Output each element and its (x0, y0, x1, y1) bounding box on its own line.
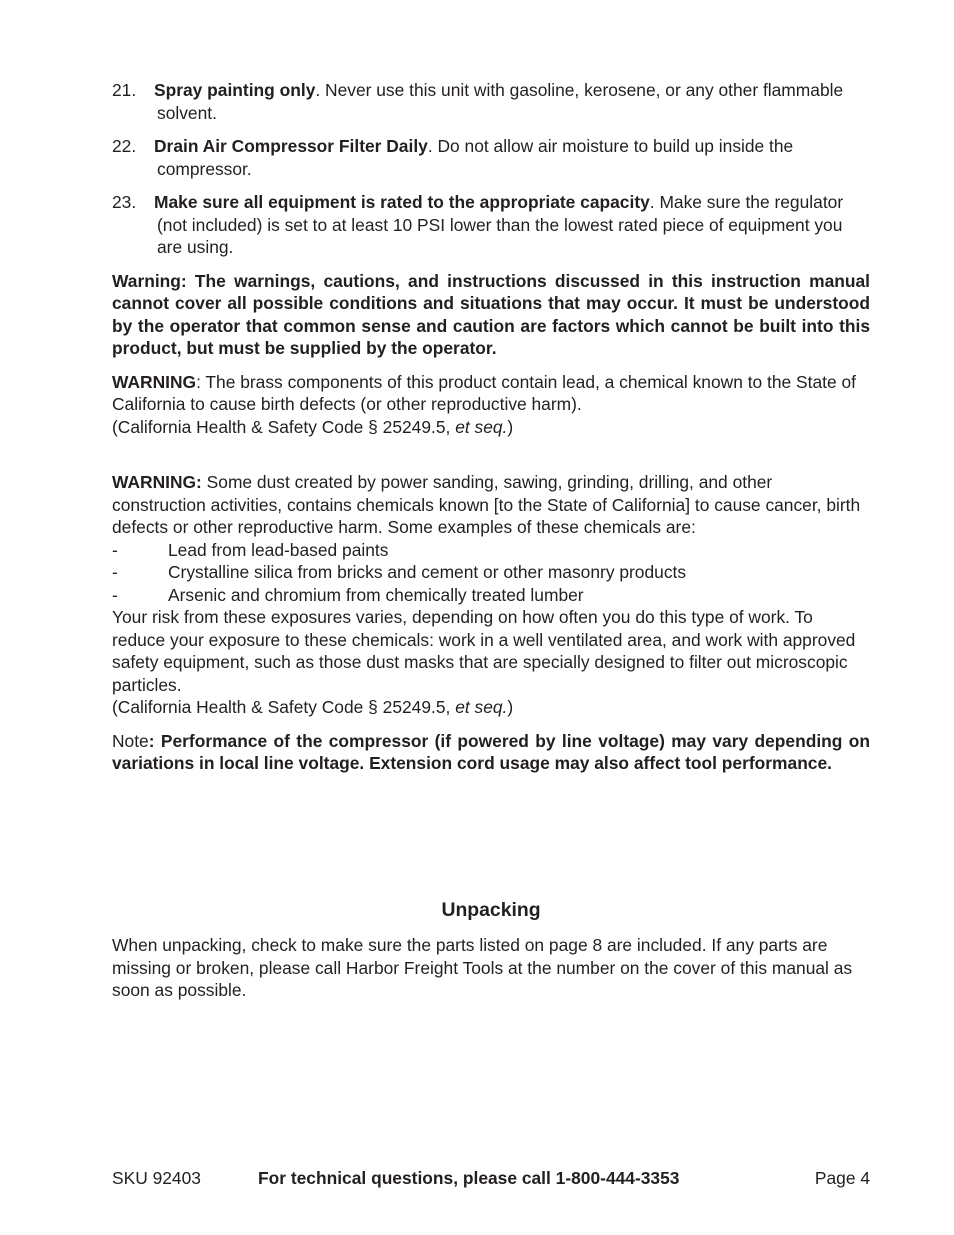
list-item (112, 539, 870, 562)
page-body (112, 79, 870, 786)
bullet-dash: - (112, 584, 118, 605)
item-text: . Do not allow air moisture to build up inside the compressor. (157, 136, 794, 179)
bullet-text: Arsenic and chromium from chemically treated lumber (168, 584, 584, 605)
risk-text: Your risk from these exposures varies, depending on how often you do this type of work. To reduce your exposure to these chemicals: work in a well ventilated area, and work with approved safety equipment, such as those dust masks that are specially designed to filter out microscopic particles. (112, 607, 856, 695)
lead-warning (112, 371, 870, 439)
list-item (112, 561, 870, 584)
footer-phone-line: For technical questions, please call 1-800-444-3353 (258, 1168, 680, 1188)
spacer (112, 449, 870, 471)
lead-warning-code-suffix: ) (507, 416, 514, 437)
dust-warning-code-prefix: (California Health & Safety Code § 25249.5, (112, 697, 456, 717)
item-text: . Make sure the regulator (not included) is set to at least 10 PSI lower than the lowest rated piece of equipment you are using. (157, 192, 844, 257)
lead-warning-label: WARNING (112, 371, 197, 392)
note-text: : Performance of the compressor (if powered by line voltage) may vary depending on variations in local line voltage. Extension cord usage may also affect tool performance. (112, 730, 870, 773)
footer-sku: SKU 92403 (112, 1168, 201, 1188)
item-number: 21. (112, 80, 137, 100)
item-number: 22. (112, 136, 137, 156)
item-lead-in: Drain Air Compressor Filter Daily (154, 136, 428, 156)
unpacking-text: When unpacking, check to make sure the parts listed on page 8 are included. If any parts are missing or broken, please call Harbor Freight Tools at the number on the cover of this manual as soon as possible. (112, 935, 853, 1000)
dust-warning-code-italic: et seq. (455, 697, 508, 717)
general-warning: Warning: The warnings, cautions, and instructions discussed in this instruction manual cannot cover all possible conditions and situations that may occur. It must be understood by the operator that common sense and caution are factors which cannot be built into this product, but must be supplied by the operator. (112, 270, 870, 358)
bullet-dash: - (112, 562, 118, 582)
bullet-dash: - (112, 539, 118, 560)
bullet-text: Lead from lead-based paints (168, 539, 389, 560)
item-lead-in: Make sure all equipment is rated to the appropriate capacity (154, 192, 650, 212)
safety-item-22 (112, 135, 870, 180)
safety-item-21 (112, 79, 870, 124)
page-footer (112, 1167, 870, 1191)
lead-warning-code-prefix: (California Health & Safety Code § 25249.5, (112, 416, 456, 437)
dust-warning-text: Some dust created by power sanding, sawing, grinding, drilling, and other construction activities, contains chemicals known [to the State of California] to cause cancer, birth defects or other reproductive harm. Some examples of these chemicals are: (112, 472, 861, 537)
bullet-text: Crystalline silica from bricks and cement or other masonry products (168, 562, 687, 582)
item-text: . Never use this unit with gasoline, kerosene, or any other flammable solvent. (157, 80, 844, 123)
lead-warning-text: : The brass components of this product contain lead, a chemical known to the State of California to cause birth defects (or other reproductive harm). (112, 371, 856, 414)
item-number: 23. (112, 192, 137, 212)
performance-note (112, 730, 870, 775)
list-item (112, 584, 870, 607)
unpacking-heading: Unpacking (441, 899, 541, 921)
dust-warning-label: WARNING: (112, 472, 202, 492)
lead-warning-code-italic: et seq. (455, 416, 508, 437)
footer-page-number: Page 4 (814, 1168, 870, 1188)
dust-warning (112, 471, 870, 719)
safety-item-23 (112, 191, 870, 259)
item-lead-in: Spray painting only (154, 80, 316, 100)
dust-warning-code-suffix: ) (507, 697, 514, 717)
note-label: Note (112, 730, 149, 751)
